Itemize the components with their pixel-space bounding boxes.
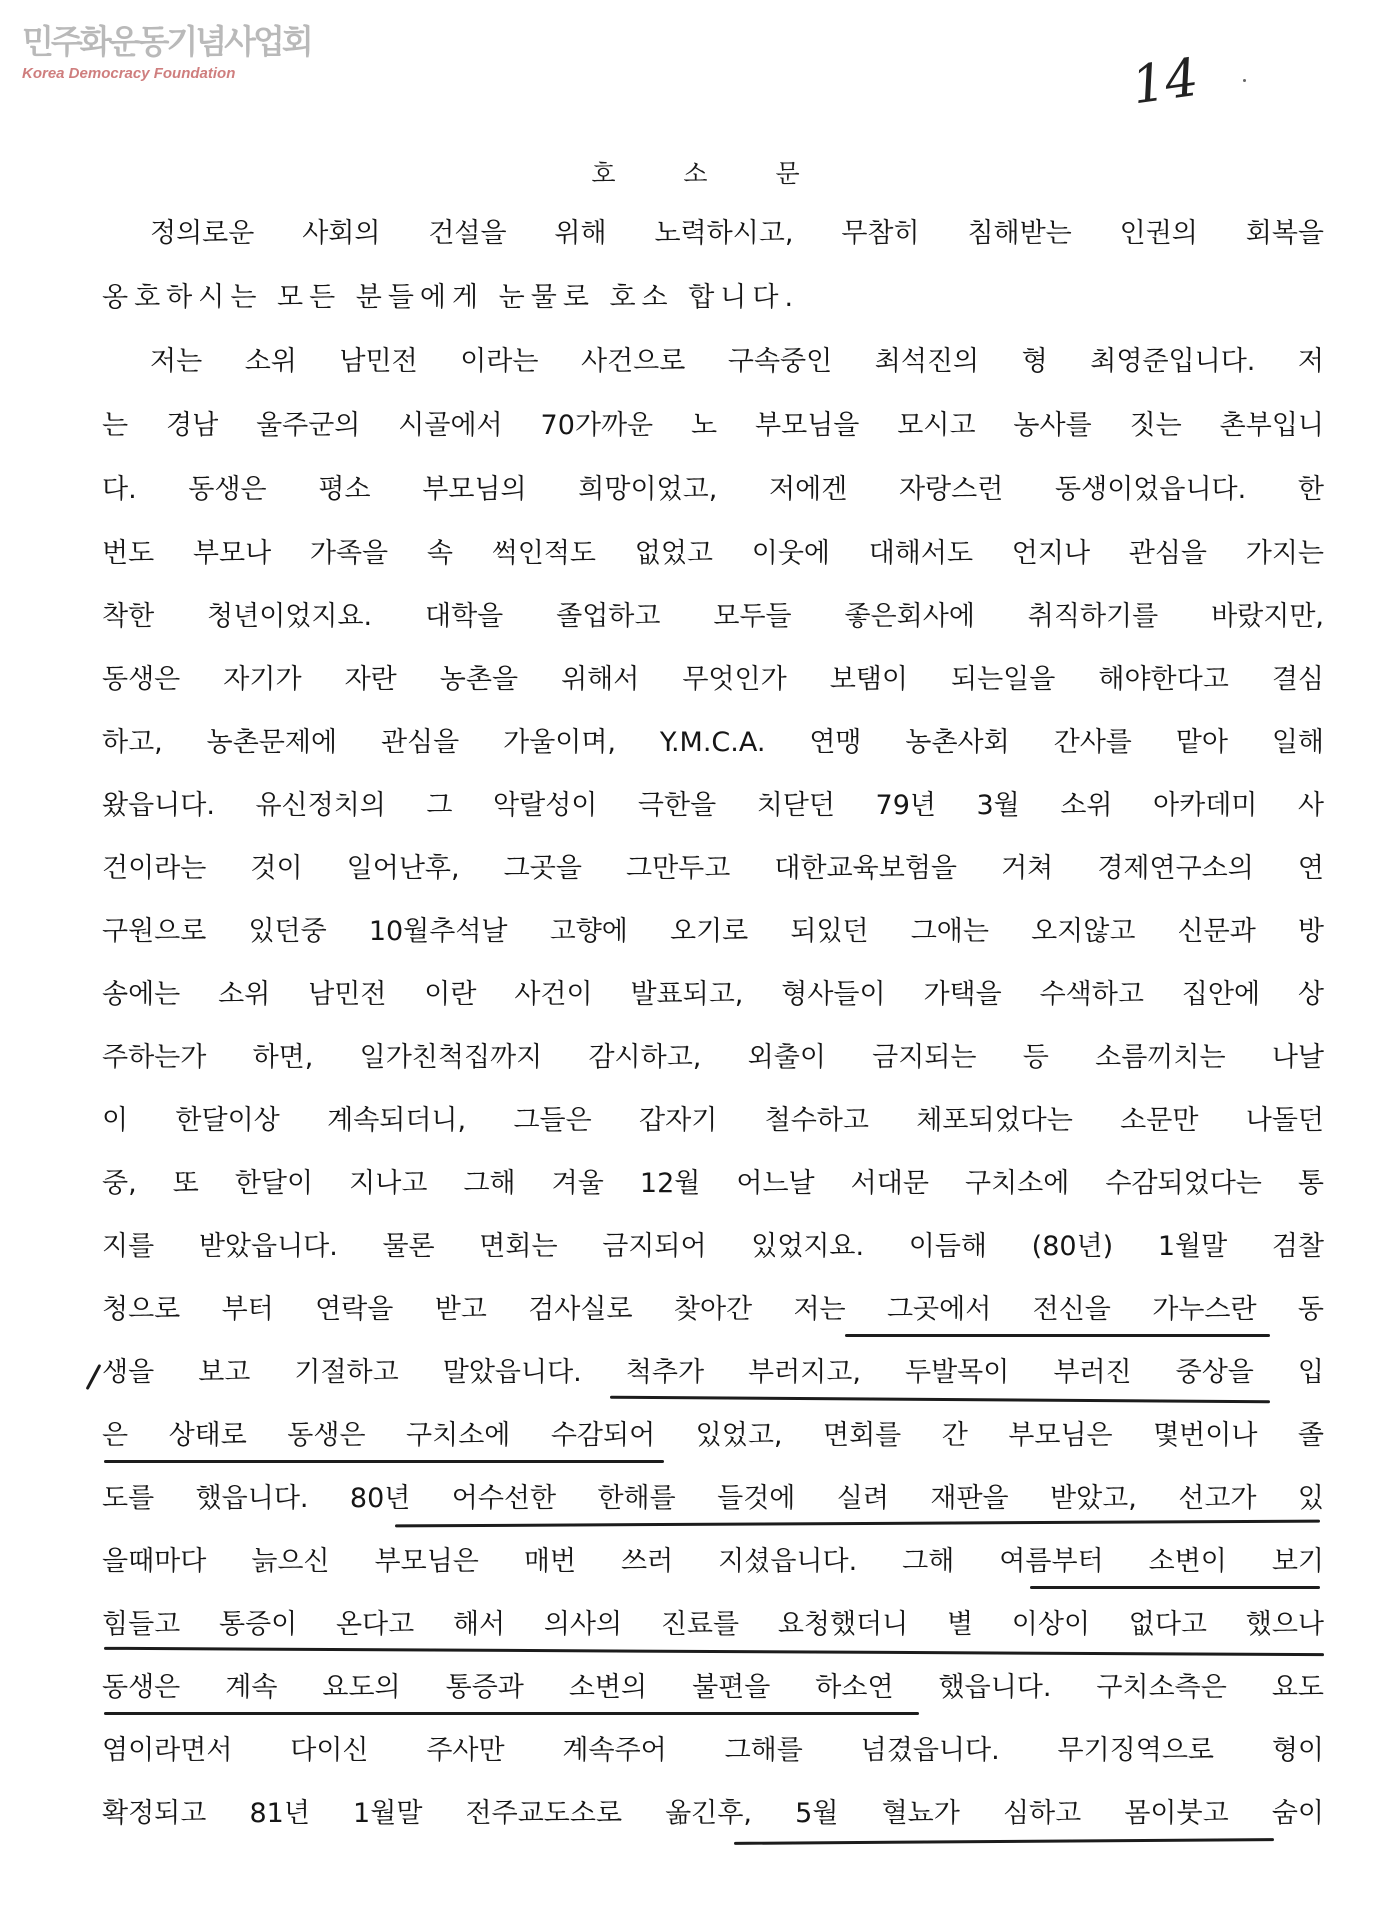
watermark-english: Korea Democracy Foundation	[22, 65, 236, 82]
text-line: 청으로 부터 연락을 받고 검사실로 찾아간 저는 그곳에서 전신을 가누스란 동	[102, 1294, 1324, 1325]
watermark-korean: 민주화운동기념사업회	[22, 22, 311, 61]
text-line: 확정되고 81년 1월말 전주교도소로 옮긴후, 5월 혈뇨가 심하고 몸이붓고 숨이	[102, 1798, 1324, 1829]
text-line: 착한 청년이었지요. 대학을 졸업하고 모두들 좋은회사에 취직하기를 바랐지만,	[102, 601, 1324, 632]
text-line: 생을 보고 기절하고 말았읍니다. 척추가 부러지고, 두발목이 부러진 중상을 입	[102, 1357, 1324, 1388]
text-line: 을때마다 늙으신 부모님은 매번 쓰러 지셨읍니다. 그해 여름부터 소변이 보기	[102, 1546, 1324, 1577]
text-line: 번도 부모나 가족을 속 썩인적도 없었고 이웃에 대해서도 언지나 관심을 가지는	[102, 538, 1324, 569]
text-line: 왔읍니다. 유신정치의 그 악랄성이 극한을 치닫던 79년 3월 소위 아카데미 사	[102, 790, 1324, 821]
text-line: 주하는가 하면, 일가친척집까지 감시하고, 외출이 금지되는 등 소름끼치는 나날	[102, 1042, 1324, 1073]
handwritten-underline	[845, 1334, 1270, 1337]
margin-mark	[86, 1364, 102, 1390]
handwritten-underline	[104, 1712, 919, 1715]
text-line: 동생은 계속 요도의 통증과 소변의 불편을 하소연 했읍니다. 구치소측은 요도	[102, 1672, 1324, 1703]
text-line: 이 한달이상 계속되더니, 그들은 갑자기 철수하고 체포되었다는 소문만 나돌던	[102, 1105, 1324, 1136]
text-line: 정의로운 사회의 건설을 위해 노력하시고, 무참히 침해받는 인권의 회복을	[150, 218, 1324, 249]
text-line: 는 경남 울주군의 시골에서 70가까운 노 부모님을 모시고 농사를 짓는 촌부입니	[102, 410, 1324, 441]
handwritten-underline	[1030, 1586, 1320, 1589]
document-title: 호 소 문	[591, 159, 830, 188]
text-line: 도를 했읍니다. 80년 어수선한 한해를 들것에 실려 재판을 받았고, 선고가 있	[102, 1483, 1324, 1514]
text-line: 동생은 자기가 자란 농촌을 위해서 무엇인가 보탬이 되는일을 해야한다고 결심	[102, 664, 1324, 695]
text-line: 저는 소위 남민전 이라는 사건으로 구속중인 최석진의 형 최영준입니다. 저	[150, 346, 1324, 377]
handwritten-page-number: 14	[1128, 47, 1203, 117]
handwritten-underline	[104, 1647, 1324, 1656]
handwritten-underline	[610, 1396, 1270, 1404]
text-line: 송에는 소위 남민전 이란 사건이 발표되고, 형사들이 가택을 수색하고 집안에 상	[102, 979, 1324, 1010]
text-line: 다. 동생은 평소 부모님의 희망이었고, 저에겐 자랑스런 동생이었읍니다. 한	[102, 474, 1324, 505]
text-line: 힘들고 통증이 온다고 해서 의사의 진료를 요청했더니 별 이상이 없다고 했으나	[102, 1609, 1324, 1640]
handwritten-underline	[734, 1838, 1274, 1845]
text-line: 하고, 농촌문제에 관심을 가울이며, Y.M.C.A. 연맹 농촌사회 간사를 맡아 일해	[102, 727, 1324, 758]
text-line: 지를 받았읍니다. 물론 면회는 금지되어 있었지요. 이듬해 (80년) 1월말 검찰	[102, 1231, 1324, 1262]
text-line: 옹호하시는 모든 분들에게 눈물로 호소 합니다.	[102, 282, 800, 313]
text-line: 염이라면서 다이신 주사만 계속주어 그해를 넘겼읍니다. 무기징역으로 형이	[102, 1735, 1324, 1766]
text-line: 은 상태로 동생은 구치소에 수감되어 있었고, 면회를 간 부모님은 몇번이나 졸	[102, 1420, 1324, 1451]
text-line: 건이라는 것이 일어난후, 그곳을 그만두고 대한교육보험을 거쳐 경제연구소의 연	[102, 853, 1324, 884]
handwritten-underline	[104, 1460, 664, 1463]
text-line: 중, 또 한달이 지나고 그해 겨울 12월 어느날 서대문 구치소에 수감되었다는 통	[102, 1168, 1324, 1199]
text-line: 구원으로 있던중 10월추석날 고향에 오기로 되있던 그애는 오지않고 신문과 방	[102, 916, 1324, 947]
